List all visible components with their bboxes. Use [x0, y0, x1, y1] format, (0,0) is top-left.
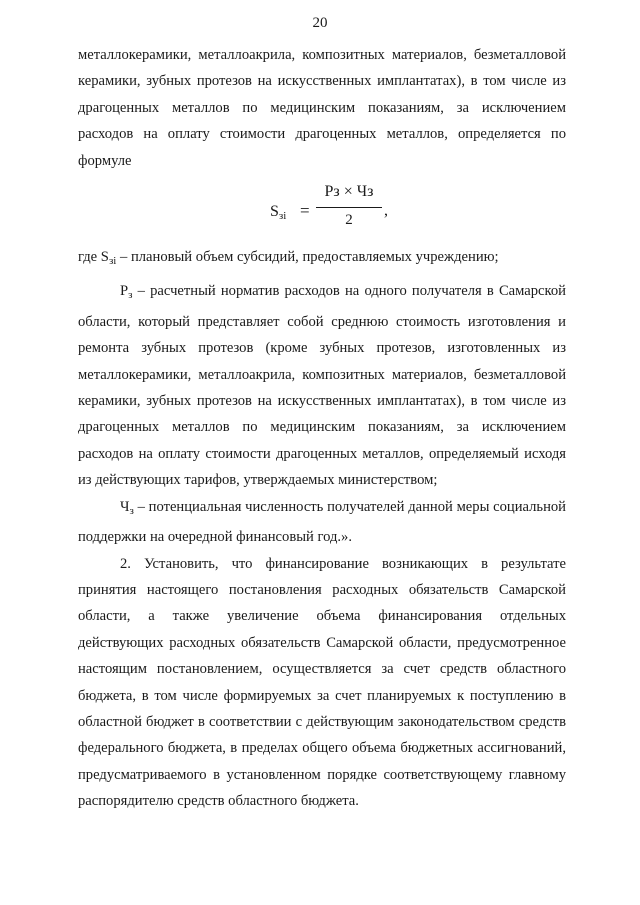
formula-numerator: Pз × Чз [324, 183, 374, 201]
document-body [78, 42, 566, 815]
page-number: 20 [312, 15, 328, 31]
definition-s-subscript: зi [108, 255, 117, 268]
formula-denominator: 2 [345, 212, 353, 229]
definition-p-symbol: P [120, 283, 129, 300]
definition-p-subscript: з [128, 289, 133, 302]
formula-lhs [270, 199, 286, 229]
formula-trailing-comma: , [384, 202, 388, 220]
paragraph-formula-intro: металлокерамики, металлоакрила, композитных материалов, безметалловой керамики, зубных протезов на искусственных имплантатах), в том числе из драгоценных металлов по медицинским показаниям, за исключением расходов на оплату стоимости драгоценных металлов, определяется по формуле [78, 47, 566, 169]
definition-ch-symbol: Ч [120, 498, 130, 515]
paragraph-section-2: 2. Установить, что финансирование возникающих в результате принятия настоящего постановления расходных обязательств Самарской области, а также увеличение объема финансирования отдельных действующих расходных обязательств Самарской области, предусмотренное настоящим постановлением, осуществляется за счет средств областного бюджета, в том числе формируемых за счет планируемых к поступлению в областной бюджет в соответствии с действующим законодательством средств федерального бюджета, в пределах общего объема бюджетных ассигнований, предусматриваемого в установленном порядке соответствующему главному распорядителю средств областного бюджета. [78, 555, 566, 810]
paragraph-definition-ch [78, 494, 566, 551]
definition-ch-subscript: з [129, 504, 134, 517]
formula-fraction-bar [316, 207, 382, 208]
paragraph-definition-p [78, 278, 566, 493]
formula-expression [270, 182, 430, 238]
definition-s-prefix: где S [78, 249, 109, 266]
formula-lhs-subscript: зi [278, 210, 287, 223]
formula-equals: = [300, 201, 310, 221]
formula [78, 174, 566, 244]
definition-p-text: – расчетный норматив расходов на одного получателя в Самарской области, который представляет собой среднюю стоимость изготовления и ремонта зубных протезов (кроме зубных протезов, изготовленных из металлокерамики, металлоакрила, композитных материалов, безметалловой керамики, зубных протезов на искусственных имплантатах), в том числе из драгоценных металлов по медицинским показаниям, за исключением расходов на оплату стоимости драгоценных металлов, определяемый исходя из действующих тарифов, утверждаемых министерством; [78, 283, 566, 489]
paragraph-definition-s [78, 244, 566, 274]
definition-ch-text: – потенциальная численность получателей данной меры социальной поддержки на очередной финансовый год.». [78, 498, 566, 546]
formula-lhs-symbol: S [270, 203, 279, 221]
definition-s-text: – плановый объем субсидий, предоставляемых учреждению; [116, 249, 499, 266]
